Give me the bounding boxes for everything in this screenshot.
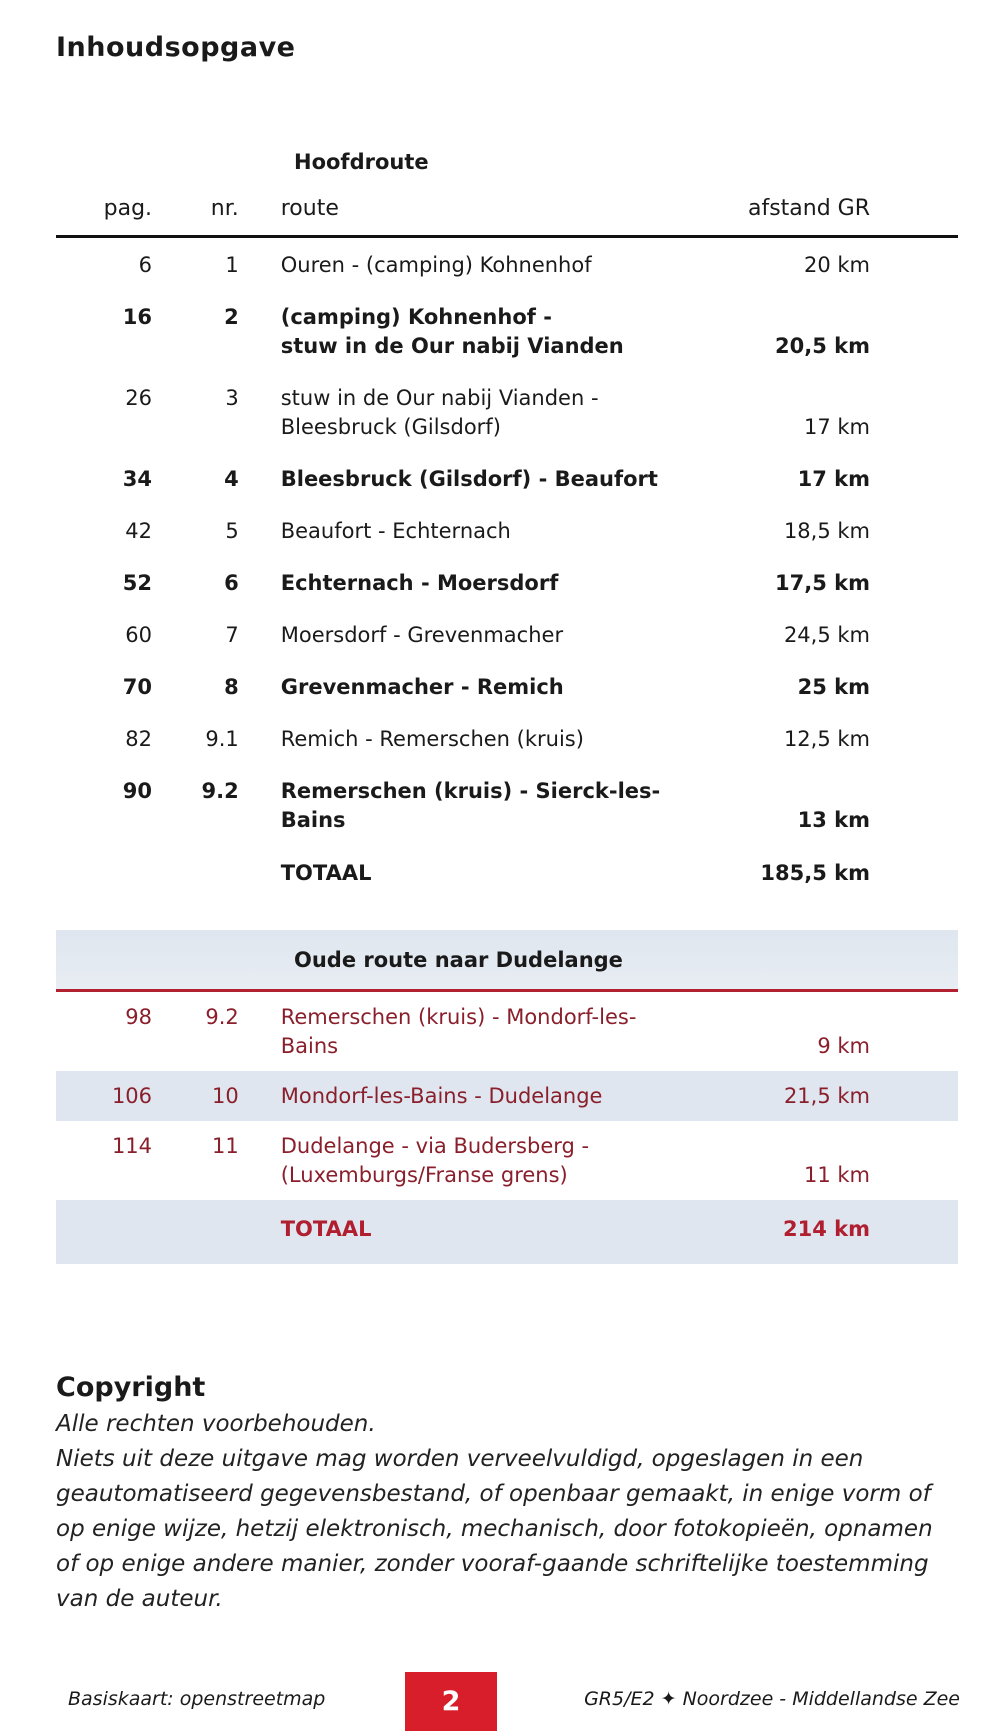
row-page: 6 xyxy=(138,253,153,277)
row-distance: 20 km xyxy=(803,253,870,277)
main-total-label: TOTAAL xyxy=(280,861,372,885)
row-distance: 17,5 km xyxy=(775,571,870,595)
row-distance: 20,5 km xyxy=(775,334,870,358)
row-route xyxy=(281,725,673,754)
alt-total-row xyxy=(56,1200,958,1264)
row-route-line-2: Bleesbruck (Gilsdorf) xyxy=(280,415,501,439)
row-number: 8 xyxy=(224,675,239,699)
row-route-line-1: stuw in de Our nabij Vianden - xyxy=(280,386,599,410)
row-number: 7 xyxy=(225,623,239,647)
page-footer xyxy=(0,1672,1000,1731)
row-number: 2 xyxy=(224,305,239,329)
row-distance: 25 km xyxy=(797,675,870,699)
row-route-line-1: Bleesbruck (Gilsdorf) - Beaufort xyxy=(280,467,658,491)
row-page: 52 xyxy=(122,571,153,595)
row-page: 106 xyxy=(111,1084,153,1108)
table-row xyxy=(56,371,958,452)
row-page: 60 xyxy=(125,623,153,647)
row-distance: 17 km xyxy=(797,467,870,491)
row-route-line-1: (camping) Kohnenhof - xyxy=(280,305,552,329)
row-distance: 24,5 km xyxy=(783,623,870,647)
table-row xyxy=(56,660,958,712)
page-number-badge: 2 xyxy=(405,1672,497,1731)
alt-rows xyxy=(56,992,958,1200)
row-route-line-2: (Luxemburgs/Franse grens) xyxy=(280,1163,568,1187)
main-rows xyxy=(56,238,958,845)
row-distance: 17 km xyxy=(803,415,870,439)
main-total-value: 185,5 km xyxy=(760,861,870,885)
row-distance: 18,5 km xyxy=(783,519,870,543)
row-route-line-1: Remerschen (kruis) - Mondorf-les-Bains xyxy=(280,1005,637,1058)
row-route-line-1: Beaufort - Echternach xyxy=(280,519,511,543)
row-route xyxy=(281,569,673,598)
alt-section-title: Oude route naar Dudelange xyxy=(294,947,623,972)
row-page: 26 xyxy=(125,386,153,410)
table-row xyxy=(56,238,958,290)
row-route-line-2: stuw in de Our nabij Vianden xyxy=(280,334,624,358)
column-headers xyxy=(56,182,958,238)
table-row xyxy=(56,764,958,845)
row-route xyxy=(281,777,673,835)
row-number: 6 xyxy=(224,571,239,595)
row-number: 10 xyxy=(212,1084,239,1108)
row-distance: 11 km xyxy=(803,1163,870,1187)
row-route xyxy=(281,673,673,702)
alt-total-label: TOTAAL xyxy=(280,1217,372,1241)
footer-map-credit: Basiskaart: openstreetmap xyxy=(68,1688,326,1710)
row-route xyxy=(281,517,673,546)
row-page: 90 xyxy=(122,779,153,803)
row-number: 4 xyxy=(224,467,239,491)
row-number: 11 xyxy=(212,1134,239,1158)
header-dist: afstand GR xyxy=(747,196,870,221)
row-route-line-1: Mondorf-les-Bains - Dudelange xyxy=(280,1084,603,1108)
alt-section-head xyxy=(56,930,958,992)
row-number: 9.1 xyxy=(205,727,239,751)
row-route xyxy=(281,251,673,280)
row-route-line-1: Dudelange - via Budersberg - xyxy=(280,1134,590,1158)
row-page: 42 xyxy=(125,519,153,543)
main-section-head xyxy=(56,130,958,182)
table-row xyxy=(56,452,958,504)
header-pag: pag. xyxy=(103,196,153,221)
table-row xyxy=(56,1071,958,1121)
row-route-line-1: Grevenmacher - Remich xyxy=(280,675,564,699)
row-route-line-1: Moersdorf - Grevenmacher xyxy=(280,623,564,647)
header-route: route xyxy=(280,196,339,221)
table-row xyxy=(56,712,958,764)
row-number: 5 xyxy=(225,519,239,543)
row-route-line-1: Echternach - Moersdorf xyxy=(280,571,559,595)
table-row xyxy=(56,608,958,660)
table-row xyxy=(56,556,958,608)
row-route xyxy=(281,1082,673,1111)
row-route xyxy=(281,303,673,361)
row-page: 98 xyxy=(125,1005,153,1029)
header-nr: nr. xyxy=(210,196,239,221)
copyright-block xyxy=(56,1372,946,1617)
footer-route-title: GR5/E2 ✦ Noordzee - Middellandse Zee xyxy=(584,1688,960,1710)
row-route-line-1: Remerschen (kruis) - Sierck-les-Bains xyxy=(280,779,661,832)
main-total-row xyxy=(56,845,958,908)
main-section-title: Hoofdroute xyxy=(294,150,429,174)
row-route-line-1: Remich - Remerschen (kruis) xyxy=(280,727,584,751)
row-distance: 12,5 km xyxy=(783,727,870,751)
row-page: 114 xyxy=(111,1134,153,1158)
row-page: 16 xyxy=(122,305,153,329)
row-number: 1 xyxy=(225,253,239,277)
table-row xyxy=(56,290,958,371)
row-number: 9.2 xyxy=(201,779,239,803)
row-page: 82 xyxy=(125,727,153,751)
row-distance: 9 km xyxy=(817,1034,870,1058)
row-distance: 13 km xyxy=(797,808,870,832)
copyright-heading: Copyright xyxy=(56,1372,206,1403)
row-distance: 21,5 km xyxy=(783,1084,870,1108)
table-row xyxy=(56,992,958,1071)
copyright-line1: Alle rechten voorbehouden. xyxy=(56,1411,376,1437)
toc-table xyxy=(56,130,958,1264)
row-page: 70 xyxy=(122,675,153,699)
row-number: 9.2 xyxy=(205,1005,239,1029)
alt-total-value: 214 km xyxy=(783,1217,870,1241)
copyright-body: Niets uit deze uitgave mag worden verveelvuldigd, opgeslagen in een geautomatiseerd gegevensbestand, of openbaar gemaakt, in enige vorm of op enige wijze, hetzij elektronisch, mechanisch, door fotokopieën, opnamen of op enige andere manier, zonder vooraf-gaande schriftelijke toestemming van de auteur. xyxy=(56,1446,933,1612)
row-route xyxy=(281,384,673,442)
row-route xyxy=(281,465,673,494)
table-row xyxy=(56,1121,958,1200)
row-route-line-1: Ouren - (camping) Kohnenhof xyxy=(280,253,592,277)
row-route xyxy=(281,621,673,650)
page-title: Inhoudsopgave xyxy=(56,32,296,63)
row-number: 3 xyxy=(225,386,239,410)
row-route xyxy=(281,1132,673,1190)
row-page: 34 xyxy=(122,467,153,491)
table-row xyxy=(56,504,958,556)
row-route xyxy=(281,1003,673,1061)
